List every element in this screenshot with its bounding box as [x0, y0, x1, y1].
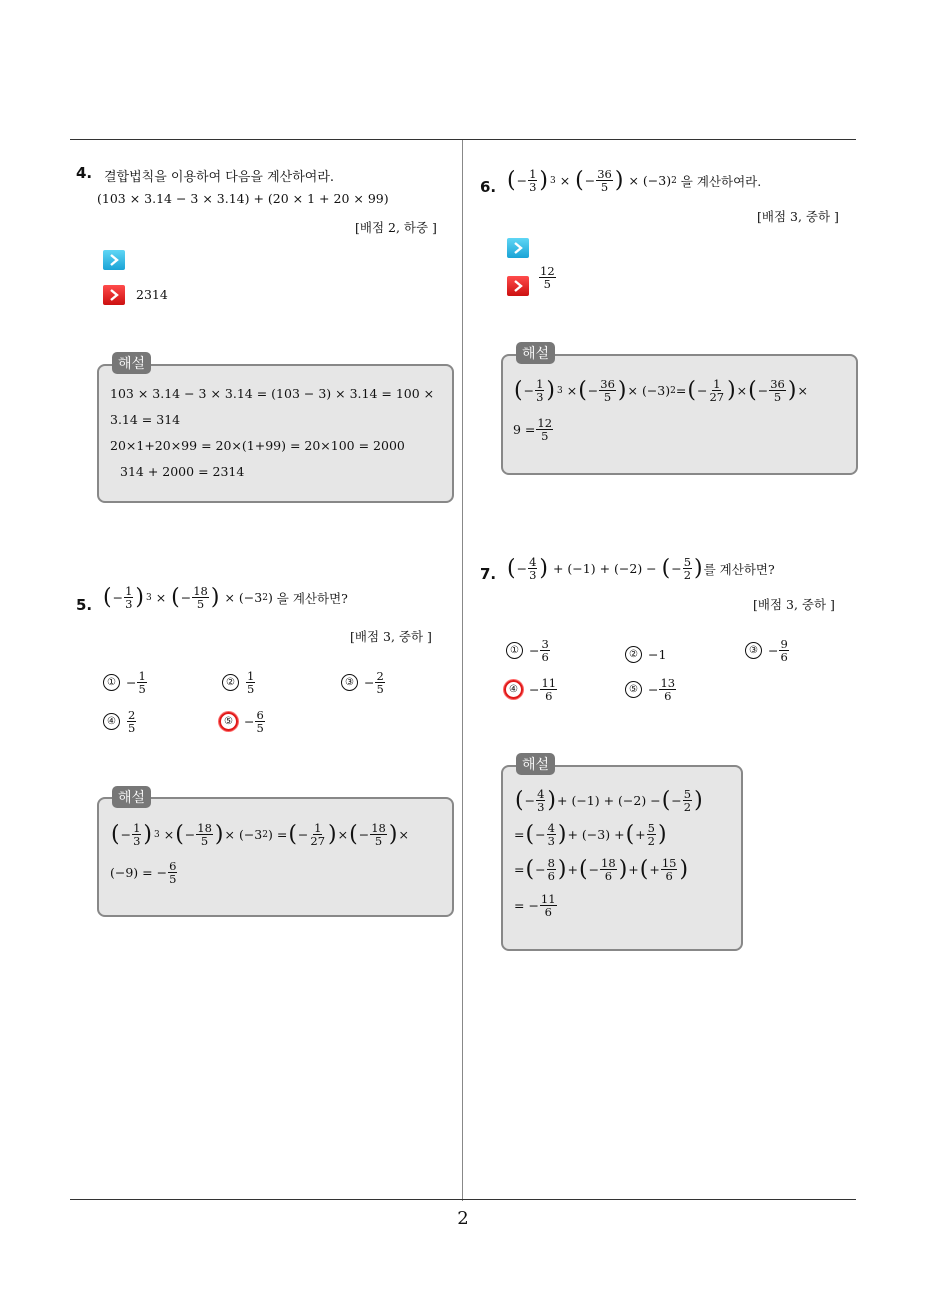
- column-divider: [462, 140, 463, 1201]
- question-6-solution-box: [501, 354, 858, 475]
- solution-line: 9 = $\frac{12}{5}$: [513, 416, 553, 444]
- solution-tag: 해설: [516, 753, 555, 775]
- question-7-meta: [배점 3, 중하 ]: [753, 597, 835, 612]
- solution-tag: 해설: [112, 786, 151, 808]
- question-6-meta: [배점 3, 중하 ]: [757, 209, 839, 224]
- option-3[interactable]: ③ − $\frac{9}{6}$: [745, 638, 790, 663]
- question-4-text: 결합법칙을 이용하여 다음을 계산하여라.: [104, 170, 335, 185]
- option-2[interactable]: ② $\frac{1}{5}$: [222, 670, 256, 695]
- question-5-solution-box: [97, 797, 454, 917]
- option-5-selected[interactable]: ⑤ − $\frac{6}{5}$: [219, 709, 266, 734]
- question-6-expression: ( − $\frac{1}{3}$ ) 3 × ( − $\frac{36}{5}$ ) × (−3) 2 을 계산하여라.: [507, 167, 762, 195]
- option-1[interactable]: ① − $\frac{3}{6}$: [506, 638, 551, 663]
- answer-icon[interactable]: [103, 285, 125, 305]
- option-2[interactable]: ② −1: [625, 646, 666, 663]
- page-number: 2: [457, 1208, 469, 1229]
- question-5-meta: [배점 3, 중하 ]: [350, 629, 432, 644]
- option-3[interactable]: ③ − $\frac{2}{5}$: [341, 670, 386, 695]
- question-4-answer: 2314: [136, 287, 168, 302]
- question-7-expression: ( − $\frac{4}{3}$ ) + (−1) + (−2) − ( − $\frac{5}{2}$ ) 를 계산하면?: [507, 555, 775, 583]
- show-answer-icon[interactable]: [103, 250, 125, 270]
- solution-line: (−9) = − $\frac{6}{5}$: [110, 859, 177, 887]
- question-4-number: 4.: [76, 164, 93, 182]
- solution-line: 3.14 = 314: [110, 412, 181, 427]
- question-6-answer: $\frac{12}{5}$: [540, 264, 555, 292]
- answer-icon[interactable]: [507, 276, 529, 296]
- show-answer-icon[interactable]: [507, 238, 529, 258]
- top-rule: [70, 139, 856, 140]
- solution-line: 314 + 2000 = 2314: [120, 464, 245, 479]
- solution-line: ( − $\frac{1}{3}$ ) 3 × ( − $\frac{36}{5}$ ) × (−3) 2 = ( − $\frac{1}{27}$ ) × ( − $\frac{36}{5}$ ) ×: [514, 377, 808, 405]
- solution-tag: 해설: [112, 352, 151, 374]
- solution-line: = ( − $\frac{8}{6}$ ) + ( − $\frac{18}{6}$ ) + ( + $\frac{15}{6}$ ): [514, 856, 689, 884]
- question-5-expression: ( − $\frac{1}{3}$ ) 3 × ( − $\frac{18}{5}$ ) × (−3 2 ) 을 계산하면?: [103, 584, 348, 612]
- solution-line: ( − $\frac{1}{3}$ ) 3 × ( − $\frac{18}{5}$ ) × (−3 2 ) = ( − $\frac{1}{27}$ ) × ( − $\frac{18}{5}$ ) ×: [111, 821, 409, 849]
- question-7-tail: 를 계산하면?: [703, 561, 775, 577]
- question-5-number: 5.: [76, 596, 93, 614]
- question-6-number: 6.: [480, 178, 497, 196]
- bottom-rule: [70, 1199, 856, 1200]
- solution-line: 20×1+20×99 = 20×(1+99) = 20×100 = 2000: [110, 438, 405, 453]
- question-4-expression: (103 × 3.14 − 3 × 3.14) + (20 × 1 + 20 × 99): [97, 191, 389, 206]
- question-6-tail: 을 계산하여라.: [680, 173, 762, 189]
- question-4-solution-box: [97, 364, 454, 503]
- solution-line: 103 × 3.14 − 3 × 3.14 = (103 − 3) × 3.14 = 100 ×: [110, 386, 435, 401]
- option-5[interactable]: ⑤ − $\frac{13}{6}$: [625, 677, 677, 702]
- solution-line: = − $\frac{11}{6}$: [514, 892, 556, 920]
- option-1[interactable]: ① − $\frac{1}{5}$: [103, 670, 148, 695]
- option-4-selected[interactable]: ④ − $\frac{11}{6}$: [504, 677, 558, 702]
- solution-tag: 해설: [516, 342, 555, 364]
- question-7-number: 7.: [480, 565, 497, 583]
- solution-line: = ( − $\frac{4}{3}$ ) + (−3) + ( + $\frac{5}{2}$ ): [514, 821, 667, 849]
- option-4[interactable]: ④ $\frac{2}{5}$: [103, 709, 137, 734]
- question-4-meta: [배점 2, 하중 ]: [355, 220, 437, 235]
- solution-line: ( − $\frac{4}{3}$ ) + (−1) + (−2) − ( − $\frac{5}{2}$ ): [515, 787, 703, 815]
- question-5-tail: 을 계산하면?: [276, 590, 348, 606]
